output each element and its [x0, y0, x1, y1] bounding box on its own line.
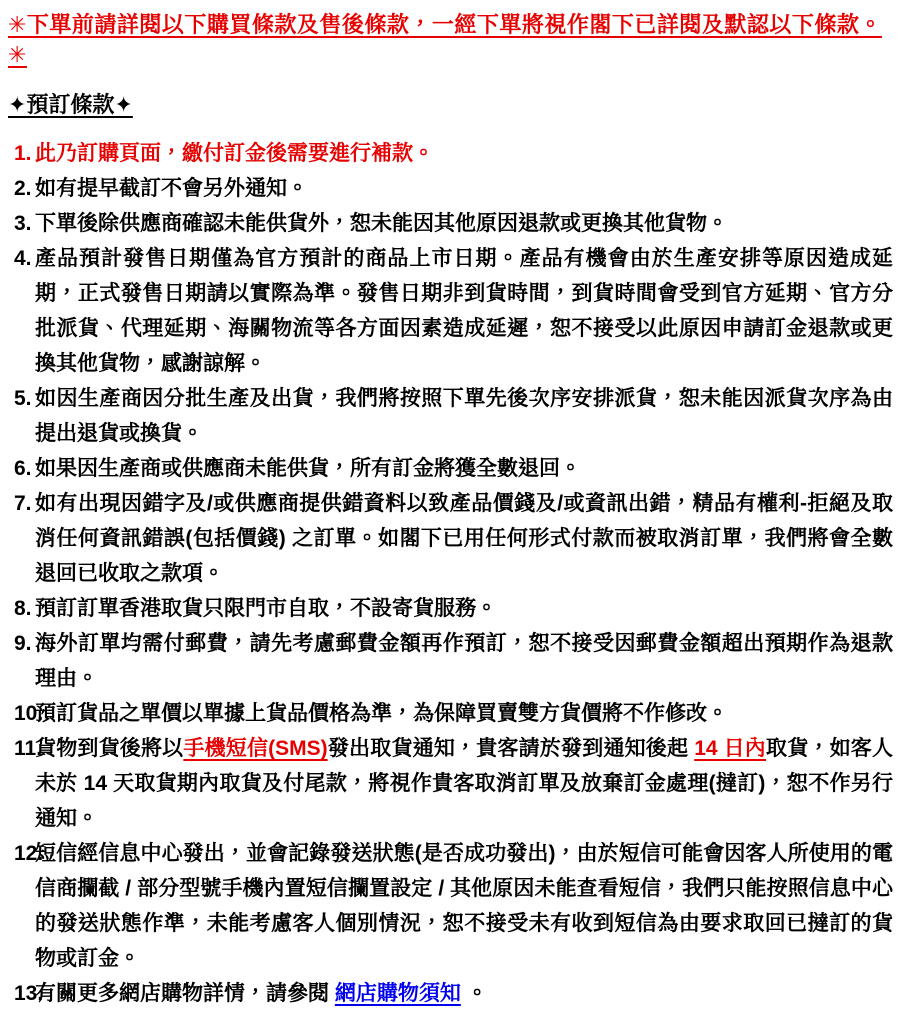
terms-list	[8, 136, 893, 1011]
term-text: 短信經信息中心發出，並會記錄發送狀態(是否成功發出)，由於短信可能會因客人所使用的電信商攔截 / 部分型號手機內置短信攔置設定 / 其他原因未能查看短信，我們只能按照信息中心的發送狀態作準，未能考慮客人個別情況，恕不接受未有收到短信為由要求取回已撻訂的貨物或訂金。	[35, 842, 893, 970]
purchase-terms-warning-header: ✳下單前請詳閱以下購買條款及售後條款，一經下單將視作閣下已詳閱及默認以下條款。✳	[8, 12, 882, 67]
term-text-segment: 。	[460, 982, 488, 1005]
term-text: 海外訂單均需付郵費，請先考慮郵費金額再作預訂，恕不接受因郵費金額超出預期作為退款理由。	[35, 632, 893, 690]
store-shopping-guide-link[interactable]: 網店購物須知	[334, 982, 461, 1005]
term-text: 如有出現因錯字及/或供應商提供錯資料以致產品價錢及/或資訊出錯，精品有權利-拒絕及取消任何資訊錯誤(包括價錢) 之訂單。如閣下已用任何形式付款而被取消訂單，我們將會全數退回已收取之款項。	[35, 492, 893, 585]
term-number: 2.	[14, 177, 32, 200]
term-number: 8.	[14, 597, 32, 620]
sms-notice-highlight: 手機短信(SMS)	[183, 737, 328, 760]
term-number: 11.	[14, 737, 43, 760]
pickup-deadline-highlight: 14 日內	[694, 737, 766, 760]
term-text-segment: 發出取貨通知，貴客請於發到通知後起	[327, 737, 695, 760]
term-text: 產品預計發售日期僅為官方預計的商品上市日期。產品有機會由於生產安排等原因造成延期，正式發售日期請以實際為準。發售日期非到貨時間，到貨時間會受到官方延期、官方分批派貨、代理延期、海關物流等各方面因素造成延遲，恕不接受以此原因申請訂金退款或更換其他貨物，感謝諒解。	[35, 247, 893, 375]
term-item-10	[8, 696, 893, 731]
preorder-terms-section-title: ✦預訂條款✦	[8, 92, 133, 117]
term-text: 下單後除供應商確認未能供貨外，恕未能因其他原因退款或更換其他貨物。	[35, 212, 728, 235]
term-item-7	[8, 486, 893, 591]
term-number: 3.	[14, 212, 32, 235]
term-item-5	[8, 381, 893, 451]
term-item-13	[8, 976, 893, 1011]
term-number: 4.	[14, 247, 32, 270]
term-text-segment: 貨物到貨後將以	[35, 737, 184, 760]
term-text-segment: 有關更多網店購物詳情，請參閱	[35, 982, 335, 1005]
term-item-2	[8, 171, 893, 206]
term-text: 如有提早截訂不會另外通知。	[35, 177, 308, 200]
term-text: 此乃訂購頁面，繳付訂金後需要進行補款。	[35, 142, 434, 165]
term-text: 預訂貨品之單價以單據上貨品價格為準，為保障買賣雙方貨價將不作修改。	[35, 702, 728, 725]
term-item-4	[8, 241, 893, 381]
term-item-3	[8, 206, 893, 241]
term-number: 10.	[14, 702, 44, 725]
term-text	[35, 737, 893, 830]
term-text: 預訂訂單香港取貨只限門市自取，不設寄貨服務。	[35, 597, 497, 620]
term-item-11	[8, 731, 893, 836]
term-number: 13.	[14, 982, 44, 1005]
term-item-8	[8, 591, 893, 626]
term-number: 6.	[14, 457, 32, 480]
term-number: 7.	[14, 492, 32, 515]
term-number: 12.	[14, 842, 44, 865]
term-item-9	[8, 626, 893, 696]
term-number: 9.	[14, 632, 32, 655]
term-item-6	[8, 451, 893, 486]
term-number: 1.	[14, 142, 32, 165]
term-item-12	[8, 836, 893, 976]
term-text	[35, 982, 488, 1005]
term-text: 如因生產商因分批生產及出貨，我們將按照下單先後次序安排派貨，恕未能因派貨次序為由提出退貨或換貨。	[35, 387, 893, 445]
term-text-segment: 取貨，如客人未於 14 天取貨期內取貨及付尾款，將視作貴客取消訂單及放棄訂金處理(撻訂)，恕不作另行通知。	[35, 737, 893, 830]
term-item-1	[8, 136, 893, 171]
term-number: 5.	[14, 387, 32, 410]
term-text: 如果因生產商或供應商未能供貨，所有訂金將獲全數退回。	[35, 457, 581, 480]
